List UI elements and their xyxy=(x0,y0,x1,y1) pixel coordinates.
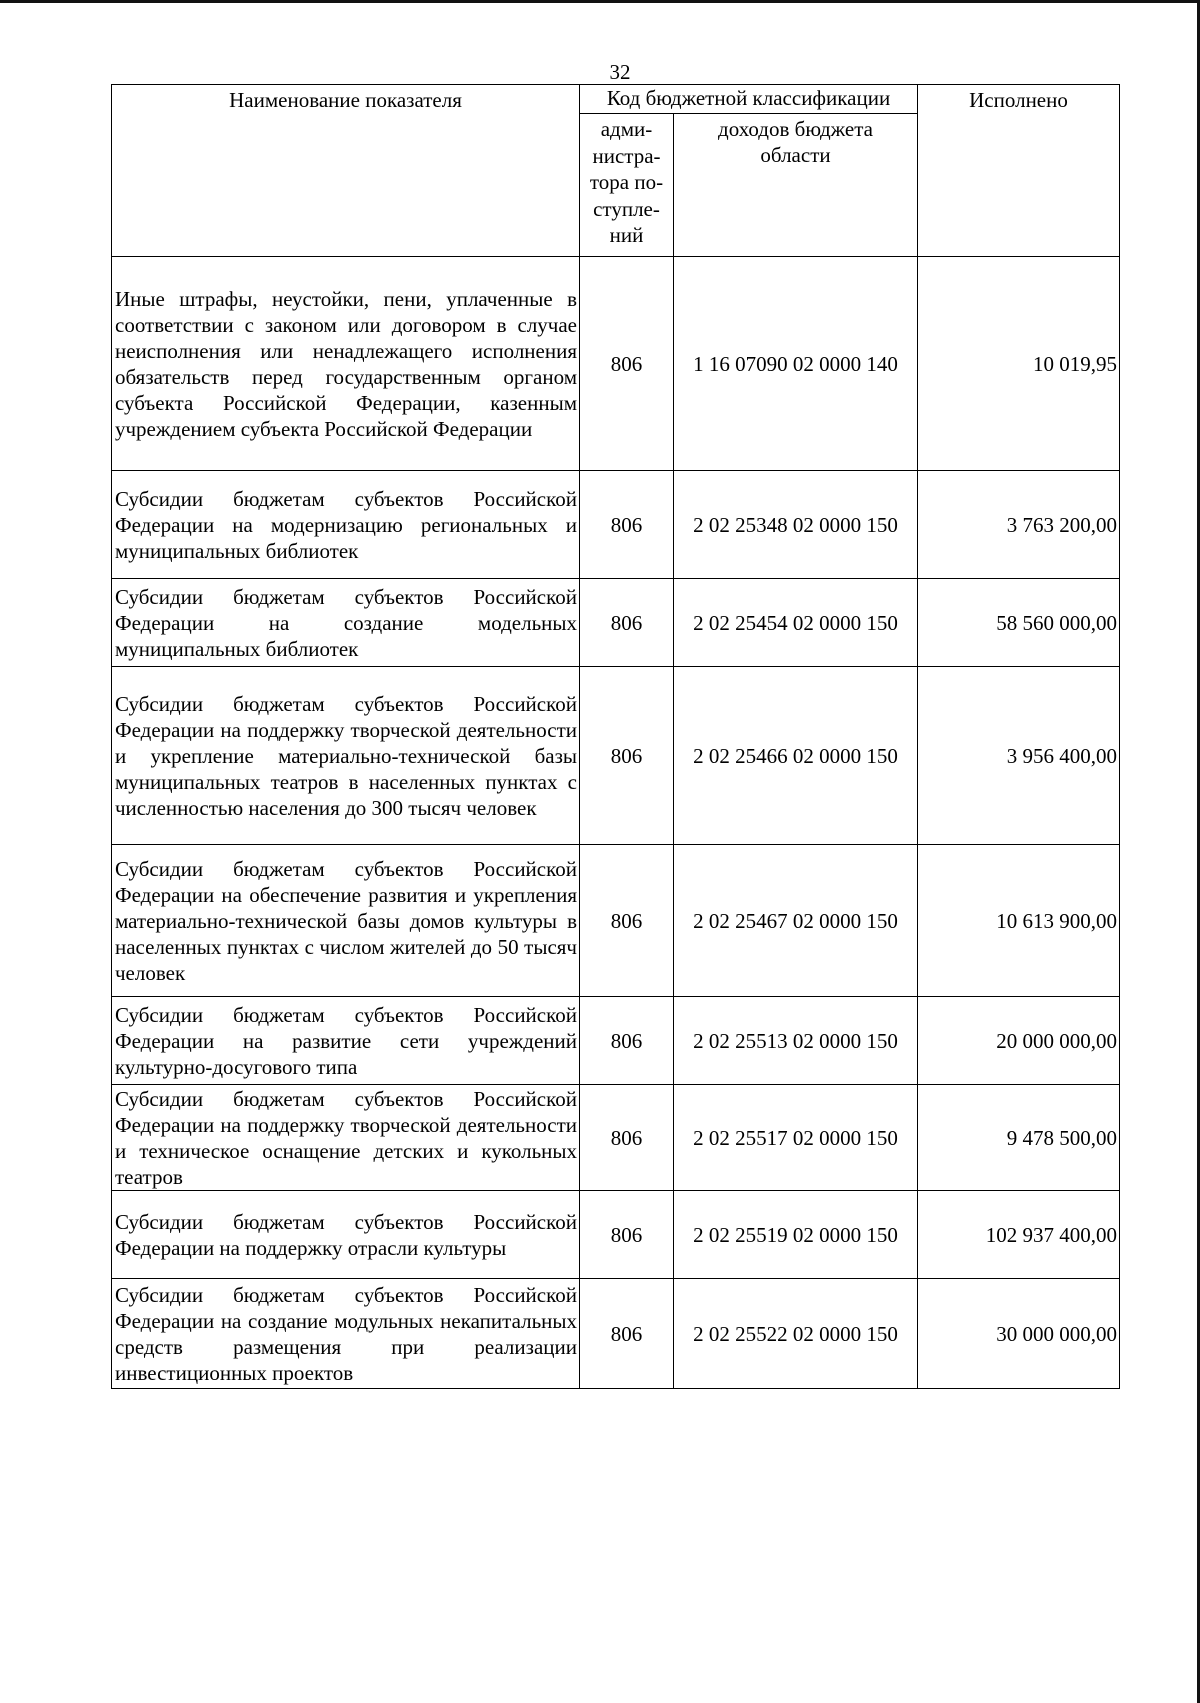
row-income-code: 2 02 25348 02 0000 150 xyxy=(674,471,918,579)
row-income-code: 2 02 25522 02 0000 150 xyxy=(674,1279,918,1389)
row-indicator-name: Иные штрафы, неустойки, пени, уплаченные в соответствии с законом или договором в случае неисполнения или ненадлежащего исполнения обязательств перед государственным органом субъекта Российской Федерации, казенным учреждением субъекта Российской Федерации xyxy=(112,257,580,471)
row-executed-amount: 9 478 500,00 xyxy=(918,1085,1120,1191)
header-code-group: Код бюджетной классификации xyxy=(580,85,918,114)
row-income-code: 2 02 25467 02 0000 150 xyxy=(674,845,918,997)
table-row xyxy=(112,1279,1120,1389)
budget-table xyxy=(111,84,1120,1389)
table-row xyxy=(112,579,1120,667)
page-border-top xyxy=(0,0,1200,3)
table-row xyxy=(112,667,1120,845)
row-executed-amount: 10 613 900,00 xyxy=(918,845,1120,997)
table-row xyxy=(112,997,1120,1085)
table-header-row xyxy=(112,85,1120,114)
row-executed-amount: 20 000 000,00 xyxy=(918,997,1120,1085)
header-admin xyxy=(580,114,674,257)
row-indicator-name: Субсидии бюджетам субъектов Российской Федерации на модернизацию региональных и муниципальных библиотек xyxy=(112,471,580,579)
row-admin-code: 806 xyxy=(580,257,674,471)
row-executed-amount: 30 000 000,00 xyxy=(918,1279,1120,1389)
row-indicator-name: Субсидии бюджетам субъектов Российской Федерации на создание модельных муниципальных библиотек xyxy=(112,579,580,667)
row-executed-amount: 3 763 200,00 xyxy=(918,471,1120,579)
row-admin-code: 806 xyxy=(580,667,674,845)
row-admin-code: 806 xyxy=(580,471,674,579)
table-body xyxy=(112,85,1120,1389)
table-row xyxy=(112,1085,1120,1191)
table-row xyxy=(112,257,1120,471)
header-income-text: доходов бюджета области xyxy=(718,117,873,167)
row-executed-amount: 58 560 000,00 xyxy=(918,579,1120,667)
header-executed: Исполнено xyxy=(918,85,1120,257)
row-indicator-name: Субсидии бюджетам субъектов Российской Федерации на поддержку творческой деятельности и укрепление материально-технической базы муниципальных театров в населенных пунктах с численностью населения до 300 тысяч человек xyxy=(112,667,580,845)
row-indicator-name: Субсидии бюджетам субъектов Российской Федерации на поддержку отрасли культуры xyxy=(112,1191,580,1279)
table-row xyxy=(112,845,1120,997)
row-executed-amount: 10 019,95 xyxy=(918,257,1120,471)
row-admin-code: 806 xyxy=(580,1191,674,1279)
row-income-code: 2 02 25466 02 0000 150 xyxy=(674,667,918,845)
row-executed-amount: 3 956 400,00 xyxy=(918,667,1120,845)
row-admin-code: 806 xyxy=(580,1085,674,1191)
row-admin-code: 806 xyxy=(580,997,674,1085)
row-income-code: 2 02 25513 02 0000 150 xyxy=(674,997,918,1085)
table-row xyxy=(112,471,1120,579)
page-number: 32 xyxy=(609,60,631,84)
row-income-code: 1 16 07090 02 0000 140 xyxy=(674,257,918,471)
header-name: Наименование показателя xyxy=(112,85,580,257)
table-row xyxy=(112,1191,1120,1279)
row-income-code: 2 02 25454 02 0000 150 xyxy=(674,579,918,667)
row-income-code: 2 02 25517 02 0000 150 xyxy=(674,1085,918,1191)
row-income-code: 2 02 25519 02 0000 150 xyxy=(674,1191,918,1279)
row-indicator-name: Субсидии бюджетам субъектов Российской Федерации на обеспечение развития и укрепления материально-технической базы домов культуры в населенных пунктах с числом жителей до 50 тысяч человек xyxy=(112,845,580,997)
row-indicator-name: Субсидии бюджетам субъектов Российской Федерации на развитие сети учреждений культурно-досугового типа xyxy=(112,997,580,1085)
header-income xyxy=(674,114,918,257)
row-admin-code: 806 xyxy=(580,579,674,667)
row-admin-code: 806 xyxy=(580,1279,674,1389)
row-executed-amount: 102 937 400,00 xyxy=(918,1191,1120,1279)
row-admin-code: 806 xyxy=(580,845,674,997)
row-indicator-name: Субсидии бюджетам субъектов Российской Федерации на создание модульных некапитальных средств размещения при реализации инвестиционных проектов xyxy=(112,1279,580,1389)
header-admin-text: адми- нистра- тора по- ступле- ний xyxy=(589,117,664,247)
row-indicator-name: Субсидии бюджетам субъектов Российской Федерации на поддержку творческой деятельности и техническое оснащение детских и кукольных театров xyxy=(112,1085,580,1191)
